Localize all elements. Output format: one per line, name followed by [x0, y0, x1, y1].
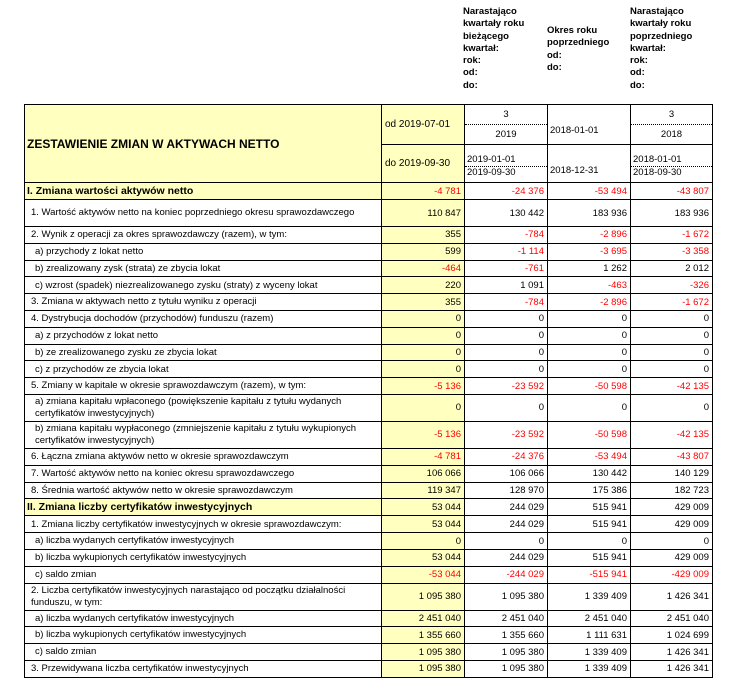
row-label: II. Zmiana liczby certyfikatów inwestycyjnych — [25, 499, 382, 516]
value-cell: 0 — [382, 394, 465, 421]
value-cell: -3 695 — [548, 243, 631, 260]
value-cell: 244 029 — [465, 516, 548, 533]
row-label: b) ze zrealizowanego zysku ze zbycia lokat — [25, 344, 382, 361]
table-row — [25, 227, 713, 244]
value-cell: 244 029 — [465, 549, 548, 566]
row-label: b) zmiana kapitału wypłaconego (zmniejszenie kapitału z tytułu wykupionych certyfikatów inwestycyjnych) — [25, 421, 382, 448]
table-row — [25, 465, 713, 482]
row-label: 7. Wartość aktywów netto na koniec okresu sprawozdawczego — [25, 465, 382, 482]
col2-header-top: 2018-01-01 — [548, 105, 631, 145]
table-row — [25, 260, 713, 277]
value-cell: -50 598 — [548, 378, 631, 395]
col1-header-bottom: 2019-01-01 2019-09-30 — [465, 145, 548, 183]
value-cell: 429 009 — [631, 499, 713, 516]
value-cell: 429 009 — [631, 516, 713, 533]
row-label: a) zmiana kapitału wpłaconego (powiększenie kapitału z tytułu wydanych certyfikatów inwestycyjnych) — [25, 394, 382, 421]
value-cell: 53 044 — [382, 549, 465, 566]
value-cell: 2 451 040 — [465, 610, 548, 627]
value-cell: 182 723 — [631, 482, 713, 499]
col3-header-bottom: 2018-01-01 2018-09-30 — [631, 145, 713, 183]
row-label: b) liczba wykupionych certyfikatów inwestycyjnych — [25, 549, 382, 566]
value-cell: 130 442 — [548, 465, 631, 482]
col1-header-top: 3 2019 — [465, 105, 548, 145]
col3-header-top: 3 2018 — [631, 105, 713, 145]
table-row — [25, 660, 713, 677]
row-label: 3. Przewidywana liczba certyfikatów inwestycyjnych — [25, 660, 382, 677]
value-cell: 0 — [548, 361, 631, 378]
col-header-previous-ytd: Narastająco kwartały roku poprzedniego kwartał: rok: od: do: — [630, 6, 693, 91]
value-cell: 0 — [465, 344, 548, 361]
value-cell: 1 091 — [465, 277, 548, 294]
value-cell: 1 024 699 — [631, 627, 713, 644]
value-cell: 0 — [382, 310, 465, 327]
value-cell: 2 451 040 — [548, 610, 631, 627]
row-label: 6. Łączna zmiana aktywów netto w okresie sprawozdawczym — [25, 448, 382, 465]
value-cell: 1 339 409 — [548, 660, 631, 677]
row-label: 4. Dystrybucja dochodów (przychodów) funduszu (razem) — [25, 310, 382, 327]
value-cell: 2 012 — [631, 260, 713, 277]
value-cell: 0 — [548, 327, 631, 344]
value-cell: 0 — [465, 310, 548, 327]
value-cell: -53 494 — [548, 183, 631, 200]
value-cell: -53 494 — [548, 448, 631, 465]
value-cell: 2 451 040 — [631, 610, 713, 627]
value-cell: 1 426 341 — [631, 583, 713, 610]
period-to: do 2019-09-30 — [382, 145, 465, 183]
value-cell: 0 — [465, 361, 548, 378]
table-row — [25, 533, 713, 550]
table-title: ZESTAWIENIE ZMIAN W AKTYWACH NETTO — [25, 105, 382, 183]
row-label: c) saldo zmian — [25, 566, 382, 583]
value-cell: -761 — [465, 260, 548, 277]
value-cell: 355 — [382, 227, 465, 244]
value-cell: -463 — [548, 277, 631, 294]
value-cell: 0 — [631, 344, 713, 361]
row-label: 1. Zmiana liczby certyfikatów inwestycyjnych w okresie sprawozdawczym: — [25, 516, 382, 533]
value-cell: -326 — [631, 277, 713, 294]
value-cell: -1 672 — [631, 227, 713, 244]
value-cell: 183 936 — [631, 200, 713, 227]
value-cell: 429 009 — [631, 549, 713, 566]
value-cell: 1 095 380 — [465, 644, 548, 661]
value-cell: -23 592 — [465, 421, 548, 448]
table-row — [25, 277, 713, 294]
value-cell: 0 — [382, 533, 465, 550]
value-cell: 1 355 660 — [465, 627, 548, 644]
table-row — [25, 627, 713, 644]
table-row — [25, 610, 713, 627]
value-cell: -784 — [465, 294, 548, 311]
value-cell: 244 029 — [465, 499, 548, 516]
value-cell: 0 — [631, 327, 713, 344]
table-row — [25, 361, 713, 378]
row-label: 1. Wartość aktywów netto na koniec poprzedniego okresu sprawozdawczego — [25, 200, 382, 227]
row-label: a) przychody z lokat netto — [25, 243, 382, 260]
value-cell: -43 807 — [631, 448, 713, 465]
table-row — [25, 378, 713, 395]
value-cell: 0 — [465, 394, 548, 421]
value-cell: -2 896 — [548, 294, 631, 311]
value-cell: 119 347 — [382, 482, 465, 499]
value-cell: -244 029 — [465, 566, 548, 583]
value-cell: -53 044 — [382, 566, 465, 583]
value-cell: 0 — [382, 344, 465, 361]
value-cell: 0 — [548, 533, 631, 550]
table-row — [25, 344, 713, 361]
row-label: 5. Zmiany w kapitale w okresie sprawozdawczym (razem), w tym: — [25, 378, 382, 395]
value-cell: -42 135 — [631, 421, 713, 448]
value-cell: 175 386 — [548, 482, 631, 499]
value-cell: 110 847 — [382, 200, 465, 227]
value-cell: -4 781 — [382, 183, 465, 200]
value-cell: -5 136 — [382, 421, 465, 448]
row-label: b) liczba wykupionych certyfikatów inwestycyjnych — [25, 627, 382, 644]
value-cell: -1 672 — [631, 294, 713, 311]
value-cell: -5 136 — [382, 378, 465, 395]
section-row — [25, 499, 713, 516]
col-header-current-ytd: Narastająco kwartały roku bieżącego kwartał: rok: od: do: — [463, 6, 525, 91]
table-row — [25, 448, 713, 465]
value-cell: -2 896 — [548, 227, 631, 244]
value-cell: 1 095 380 — [382, 660, 465, 677]
value-cell: -43 807 — [631, 183, 713, 200]
table-row — [25, 583, 713, 610]
net-assets-changes-table — [24, 104, 713, 678]
value-cell: 515 941 — [548, 516, 631, 533]
table-row — [25, 482, 713, 499]
row-label: c) z przychodów ze zbycia lokat — [25, 361, 382, 378]
value-cell: 1 111 631 — [548, 627, 631, 644]
value-cell: 0 — [465, 327, 548, 344]
value-cell: 0 — [548, 310, 631, 327]
value-cell: 106 066 — [382, 465, 465, 482]
value-cell: 0 — [465, 533, 548, 550]
value-cell: 1 426 341 — [631, 644, 713, 661]
value-cell: -784 — [465, 227, 548, 244]
value-cell: 1 095 380 — [465, 583, 548, 610]
value-cell: -3 358 — [631, 243, 713, 260]
value-cell: -464 — [382, 260, 465, 277]
value-cell: 515 941 — [548, 499, 631, 516]
value-cell: 1 426 341 — [631, 660, 713, 677]
row-label: c) wzrost (spadek) niezrealizowanego zysku (straty) z wyceny lokat — [25, 277, 382, 294]
row-label: 8. Średnia wartość aktywów netto w okresie sprawozdawczym — [25, 482, 382, 499]
value-cell: 183 936 — [548, 200, 631, 227]
value-cell: 1 339 409 — [548, 644, 631, 661]
value-cell: 1 262 — [548, 260, 631, 277]
value-cell: 515 941 — [548, 549, 631, 566]
table-row — [25, 310, 713, 327]
table-row — [25, 200, 713, 227]
value-cell: 0 — [631, 533, 713, 550]
row-label: c) saldo zmian — [25, 644, 382, 661]
value-cell: 0 — [631, 310, 713, 327]
value-cell: 1 095 380 — [382, 644, 465, 661]
value-cell: 0 — [382, 361, 465, 378]
value-cell: -4 781 — [382, 448, 465, 465]
row-label: 2. Liczba certyfikatów inwestycyjnych narastająco od początku działalności funduszu, w tym: — [25, 583, 382, 610]
row-label: b) zrealizowany zysk (strata) ze zbycia lokat — [25, 260, 382, 277]
value-cell: 0 — [548, 344, 631, 361]
value-cell: 1 355 660 — [382, 627, 465, 644]
value-cell: 140 129 — [631, 465, 713, 482]
value-cell: 1 339 409 — [548, 583, 631, 610]
value-cell: 220 — [382, 277, 465, 294]
value-cell: 0 — [631, 394, 713, 421]
value-cell: 1 095 380 — [465, 660, 548, 677]
value-cell: 2 451 040 — [382, 610, 465, 627]
value-cell: 1 095 380 — [382, 583, 465, 610]
value-cell: 0 — [631, 361, 713, 378]
value-cell: -515 941 — [548, 566, 631, 583]
row-label: 2. Wynik z operacji za okres sprawozdawczy (razem), w tym: — [25, 227, 382, 244]
table-row — [25, 516, 713, 533]
table-row — [25, 394, 713, 421]
value-cell: 53 044 — [382, 499, 465, 516]
value-cell: -24 376 — [465, 183, 548, 200]
period-from: od 2019-07-01 — [382, 105, 465, 145]
value-cell: -23 592 — [465, 378, 548, 395]
value-cell: -429 009 — [631, 566, 713, 583]
table-row — [25, 243, 713, 260]
table-row — [25, 549, 713, 566]
value-cell: -24 376 — [465, 448, 548, 465]
row-label: I. Zmiana wartości aktywów netto — [25, 183, 382, 200]
value-cell: 599 — [382, 243, 465, 260]
value-cell: -42 135 — [631, 378, 713, 395]
row-label: a) liczba wydanych certyfikatów inwestycyjnych — [25, 610, 382, 627]
section-row — [25, 183, 713, 200]
row-label: a) z przychodów z lokat netto — [25, 327, 382, 344]
table-row — [25, 294, 713, 311]
value-cell: 128 970 — [465, 482, 548, 499]
value-cell: 106 066 — [465, 465, 548, 482]
table-row — [25, 327, 713, 344]
value-cell: 130 442 — [465, 200, 548, 227]
row-label: a) liczba wydanych certyfikatów inwestycyjnych — [25, 533, 382, 550]
row-label: 3. Zmiana w aktywach netto z tytułu wyniku z operacji — [25, 294, 382, 311]
col2-header-bottom: 2018-12-31 — [548, 145, 631, 183]
col-header-previous-year: Okres roku poprzedniego od: do: — [547, 25, 610, 73]
value-cell: -50 598 — [548, 421, 631, 448]
value-cell: 0 — [548, 394, 631, 421]
value-cell: -1 114 — [465, 243, 548, 260]
table-row — [25, 644, 713, 661]
value-cell: 0 — [382, 327, 465, 344]
table-row — [25, 566, 713, 583]
value-cell: 53 044 — [382, 516, 465, 533]
value-cell: 355 — [382, 294, 465, 311]
table-row — [25, 421, 713, 448]
